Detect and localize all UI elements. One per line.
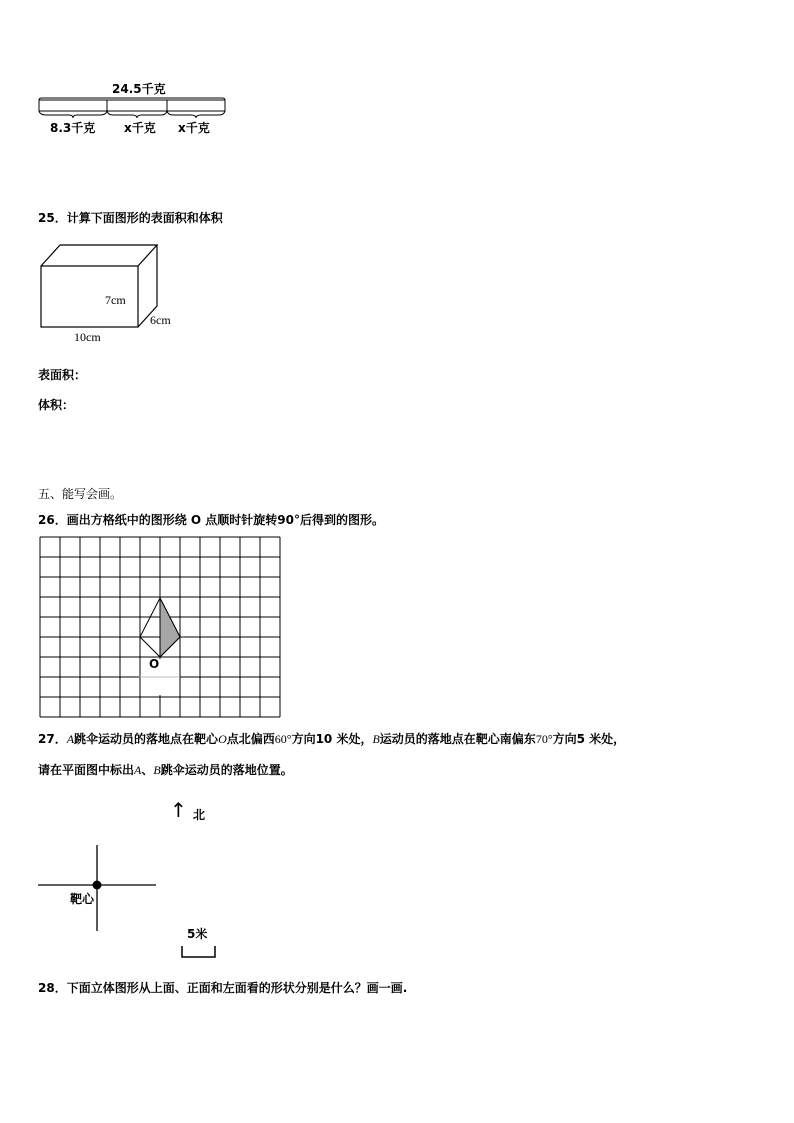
surface-area-label: 表面积： bbox=[38, 368, 87, 382]
question-number: 25． bbox=[38, 211, 67, 225]
bar bbox=[39, 100, 225, 111]
cuboid-figure bbox=[38, 242, 198, 342]
question-number: 28． bbox=[38, 981, 67, 995]
north-arrow-icon: ↑ bbox=[170, 798, 187, 822]
target-center-label: 靶心 bbox=[70, 892, 95, 906]
question-27-line-1: 27．A跳伞运动员的落地点在靶心O点北偏西60°方向10 米处，B运动员的落地点在靶心南偏东70°方向5 米处， bbox=[38, 732, 626, 746]
question-26 bbox=[38, 511, 384, 528]
question-text: 下面立体图形从上面、正面和左面看的形状分别是什么？画一画. bbox=[66, 981, 408, 995]
question-25 bbox=[38, 209, 223, 226]
question-number: 26． bbox=[38, 513, 67, 527]
grid-paper[interactable] bbox=[39, 536, 281, 718]
scale-bar bbox=[180, 945, 220, 959]
segment-label-1: 8.3千克 bbox=[50, 121, 96, 135]
target-center-dot bbox=[93, 881, 102, 890]
question-text: 画出方格纸中的图形绕 O 点顺时针旋转90°后得到的图形。 bbox=[66, 513, 384, 527]
scale-label: 5米 bbox=[187, 927, 208, 941]
width-label: 6cm bbox=[150, 313, 171, 327]
question-text: 计算下面图形的表面积和体积 bbox=[66, 211, 223, 225]
volume-label: 体积： bbox=[38, 398, 75, 412]
question-27-line-2: 请在平面图中标出A、B跳伞运动员的落地位置。 bbox=[38, 763, 293, 777]
height-label: 7cm bbox=[105, 293, 126, 307]
segment-label-3: x千克 bbox=[178, 121, 210, 135]
question-28 bbox=[38, 979, 407, 996]
point-o-label: O bbox=[149, 657, 160, 671]
north-label: 北 bbox=[193, 808, 206, 822]
target-map[interactable] bbox=[36, 845, 166, 940]
length-label: 10cm bbox=[74, 330, 101, 344]
segment-label-2: x千克 bbox=[124, 121, 156, 135]
section-title: 五、能写会画。 bbox=[38, 487, 123, 501]
shaded-half bbox=[160, 598, 180, 657]
total-label: 24.5千克 bbox=[112, 82, 166, 96]
